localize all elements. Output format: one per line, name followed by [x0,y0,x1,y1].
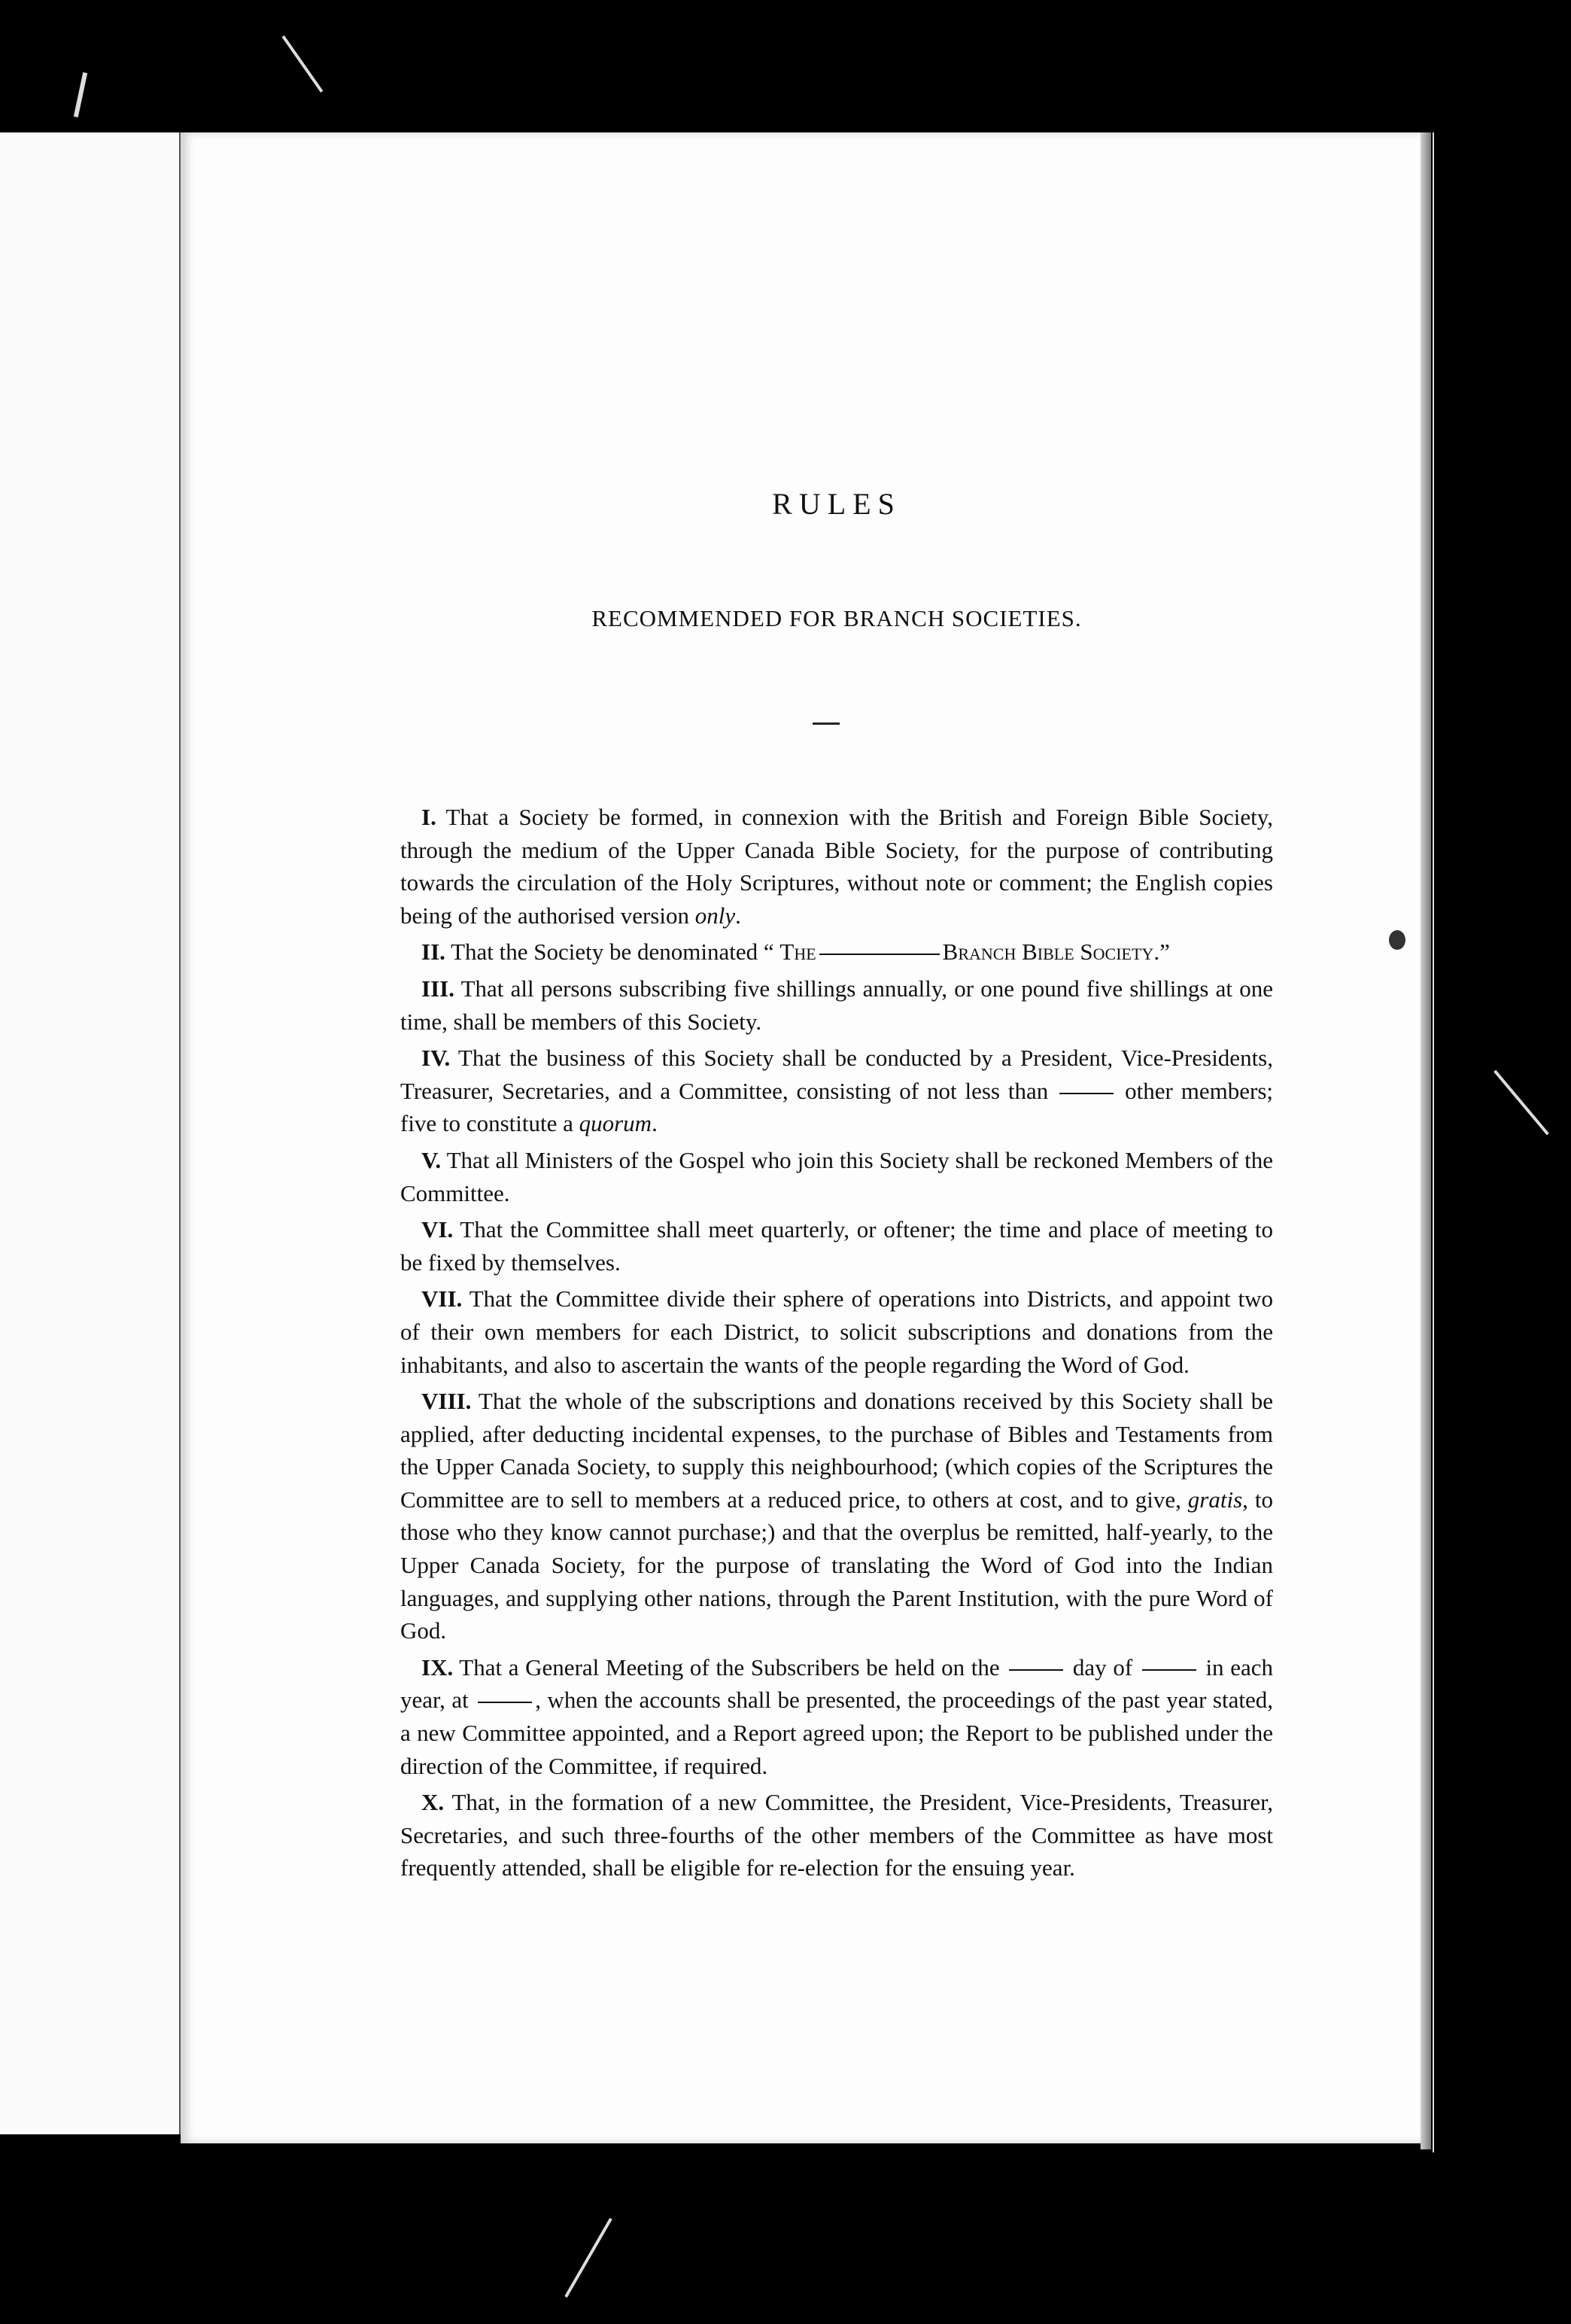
page-title: RULES [772,487,901,521]
rule-text: .” [1153,938,1170,966]
rule-text-smallcaps: Branch Bible Society [942,938,1154,966]
rule-text: . [735,902,741,929]
rule-text: . [652,1110,658,1137]
scan-artifact [1494,1070,1549,1136]
page-edge-shadow [1421,132,1431,2149]
rule-number: VIII. [421,1388,472,1415]
blank-line [1142,1669,1196,1671]
blank-line [819,954,940,955]
rule-text-italic: gratis [1187,1486,1243,1513]
rules-list [400,801,1273,1888]
rule-10 [400,1786,1273,1884]
rule-text: That all Ministers of the Gospel who join this Society shall be reckoned Members of the Committee. [400,1146,1273,1206]
rule-text: in each year, at [400,1653,1273,1714]
rule-text-smallcaps: The [779,938,816,966]
blank-line [1009,1669,1063,1671]
rule-text: That a Society be formed, in connexion with the British and Foreign Bible Society, through the medium of the Upper Canada Bible Society, for the purpose of contributing towards the circulation of the Holy Scriptures, without note or comment; the English copies being of the authorised version [400,804,1273,929]
rule-text-italic: quorum [579,1110,652,1137]
rule-8 [400,1385,1273,1647]
rule-text: other members; five to constitute a [400,1077,1273,1137]
rule-text: , to those who they know cannot purchase;) and that the overplus be remitted, half-yearly, to the Upper Canada Society, for the purpose of translating the Word of God into the Indian languages, and supplying other nations, through the Parent Institution, with the pure Word of God. [400,1486,1273,1644]
rule-6 [400,1213,1273,1279]
blank-line [478,1702,532,1703]
rule-number: II. [421,938,445,966]
rule-3 [400,972,1273,1038]
rule-number: III. [421,975,454,1002]
rule-number: IX. [421,1653,454,1681]
page-edge-line [1433,132,1434,2152]
scan-artifact [282,35,324,93]
rule-text: That the business of this Society shall be conducted by a President, Vice-Presidents, Treasurer, Secretaries, and a Committee, consisting of not less than [400,1045,1273,1104]
rule-text: That a General Meeting of the Subscribers be held on the [459,1653,1007,1681]
rule-number: IV. [421,1045,451,1072]
rule-text: That the Committee divide their sphere of operations into Districts, and appoint two of their own members for each District, to solicit subscriptions and donations from the inhabitants, and also to ascertain the wants of the people regarding the Word of God. [400,1285,1273,1378]
rule-text: That the Committee shall meet quarterly, or oftener; the time and place of meeting to be fixed by themselves. [400,1216,1273,1276]
rule-text: That the whole of the subscriptions and donations received by this Society shall be applied, after deducting incidental expenses, to the purchase of Bibles and Testaments from the Upper Canada Society, to supply this neighbourhood; (which copies of the Scriptures the Committee are to sell to members at a reduced price, to others at cost, and to give, [400,1388,1273,1513]
rule-9 [400,1651,1273,1782]
blank-line [1059,1093,1114,1094]
rule-text: day of [1066,1653,1139,1681]
rule-1 [400,801,1273,932]
rule-4 [400,1042,1273,1140]
facing-page-edge [0,132,181,2134]
rule-7 [400,1282,1273,1381]
rule-text: That the Society be denominated “ [451,938,780,966]
rule-number: I. [421,804,436,830]
rule-number: V. [421,1146,442,1173]
title-rule [813,722,840,725]
rule-5 [400,1144,1273,1209]
page-subtitle: RECOMMENDED FOR BRANCH SOCIETIES. [591,605,1082,631]
rule-text: That, in the formation of a new Committee, the President, Vice-Presidents, Treasurer, Secretaries, and such three-fourths of the other members of the Committee as have most frequently attended, shall be eligible for re-election for the ensuing year. [400,1789,1273,1881]
rule-number: VI. [421,1216,454,1243]
rule-number: VII. [421,1285,463,1313]
scan-artifact [1389,930,1405,950]
rule-text: That all persons subscribing five shillings annually, or one pound five shillings at one time, shall be members of this Society. [400,975,1273,1035]
scan-artifact [564,2218,612,2298]
scan-artifact [74,72,87,117]
rule-text: , when the accounts shall be presented, the proceedings of the past year stated, a new Committee appointed, and a Report agreed upon; the Report to be published under the direction of the Committee, if required. [400,1687,1273,1779]
rule-number: X. [421,1789,445,1816]
page [181,132,1427,2143]
rule-2 [400,935,1273,969]
rule-text-italic: only [694,902,736,929]
